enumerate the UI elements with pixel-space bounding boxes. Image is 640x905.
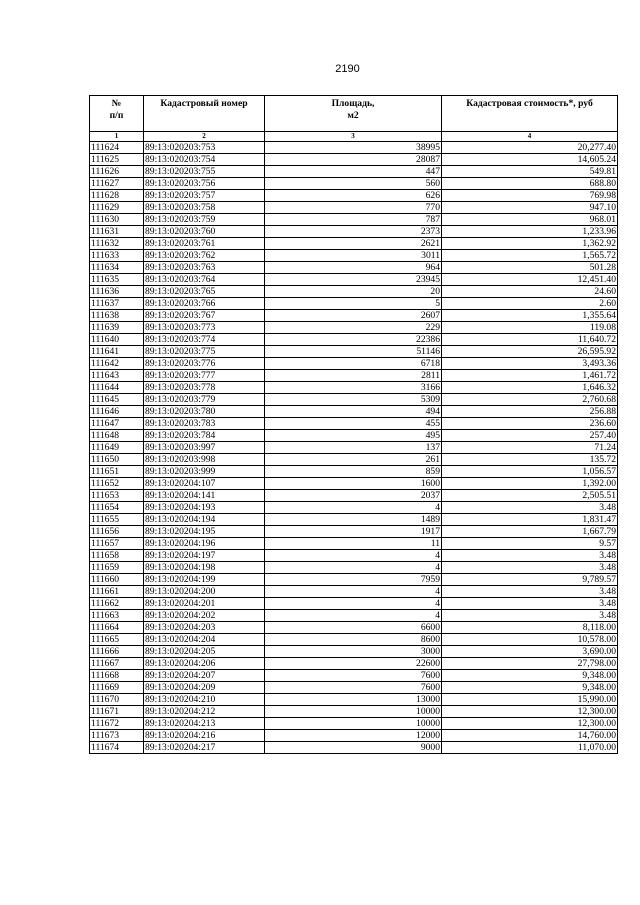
cadastral-cost-cell: 11,070.00 [442, 742, 618, 754]
row-number-cell: 111652 [90, 478, 144, 490]
table-row [90, 442, 618, 454]
area-cell: 10000 [265, 718, 442, 730]
area-cell: 23945 [265, 274, 442, 286]
cadastral-cost-cell: 549.81 [442, 166, 618, 178]
area-cell: 4 [265, 562, 442, 574]
row-number-cell: 111674 [90, 742, 144, 754]
cadastral-cost-cell: 12,300.00 [442, 706, 618, 718]
area-cell: 5309 [265, 394, 442, 406]
cadastral-cost-cell: 1,362.92 [442, 238, 618, 250]
row-number-cell: 111655 [90, 514, 144, 526]
area-cell: 787 [265, 214, 442, 226]
cadastral-number-cell: 89:13:020203:775 [144, 346, 265, 358]
row-number-cell: 111638 [90, 310, 144, 322]
cadastral-cost-cell: 8,118.00 [442, 622, 618, 634]
cadastral-cost-cell: 20,277.40 [442, 142, 618, 154]
row-number-cell: 111625 [90, 154, 144, 166]
cadastral-number-cell: 89:13:020204:207 [144, 670, 265, 682]
table-row [90, 370, 618, 382]
cadastral-cost-cell: 1,831.47 [442, 514, 618, 526]
cadastral-cost-cell: 1,392.00 [442, 478, 618, 490]
row-number-cell: 111640 [90, 334, 144, 346]
table-row [90, 454, 618, 466]
column-number: 1 [90, 132, 144, 142]
table-row [90, 310, 618, 322]
cadastral-cost-cell: 3,690.00 [442, 646, 618, 658]
row-number-cell: 111667 [90, 658, 144, 670]
table-row [90, 298, 618, 310]
cadastral-number-cell: 89:13:020203:757 [144, 190, 265, 202]
table-row [90, 382, 618, 394]
cadastral-number-cell: 89:13:020203:784 [144, 430, 265, 442]
column-number: 3 [265, 132, 442, 142]
table-row [90, 166, 618, 178]
cadastral-number-cell: 89:13:020203:755 [144, 166, 265, 178]
area-cell: 2037 [265, 490, 442, 502]
table-row [90, 742, 618, 754]
cadastral-number-cell: 89:13:020203:756 [144, 178, 265, 190]
row-number-cell: 111636 [90, 286, 144, 298]
row-number-cell: 111650 [90, 454, 144, 466]
cadastral-number-cell: 89:13:020204:200 [144, 586, 265, 598]
table-row [90, 346, 618, 358]
cadastral-cost-cell: 3.48 [442, 550, 618, 562]
area-cell: 6600 [265, 622, 442, 634]
row-number-cell: 111661 [90, 586, 144, 598]
cadastral-number-cell: 89:13:020204:196 [144, 538, 265, 550]
area-cell: 2811 [265, 370, 442, 382]
row-number-cell: 111633 [90, 250, 144, 262]
table-row [90, 586, 618, 598]
area-cell: 20 [265, 286, 442, 298]
area-cell: 51146 [265, 346, 442, 358]
table-row [90, 334, 618, 346]
cadastral-number-cell: 89:13:020204:204 [144, 634, 265, 646]
row-number-cell: 111644 [90, 382, 144, 394]
area-cell: 1600 [265, 478, 442, 490]
cadastral-cost-cell: 27,798.00 [442, 658, 618, 670]
table-row [90, 562, 618, 574]
cadastral-number-cell: 89:13:020203:998 [144, 454, 265, 466]
table-row [90, 262, 618, 274]
cadastral-number-cell: 89:13:020203:758 [144, 202, 265, 214]
table-row [90, 478, 618, 490]
cadastral-number-cell: 89:13:020203:773 [144, 322, 265, 334]
area-cell: 455 [265, 418, 442, 430]
table-row [90, 670, 618, 682]
cadastral-cost-cell: 3.48 [442, 562, 618, 574]
table-row [90, 658, 618, 670]
area-cell: 28087 [265, 154, 442, 166]
area-cell: 3000 [265, 646, 442, 658]
table-row [90, 526, 618, 538]
area-cell: 4 [265, 598, 442, 610]
area-cell: 38995 [265, 142, 442, 154]
table-row [90, 178, 618, 190]
cadastral-cost-cell: 1,667.79 [442, 526, 618, 538]
table-row [90, 322, 618, 334]
area-cell: 3166 [265, 382, 442, 394]
cadastral-cost-cell: 3.48 [442, 586, 618, 598]
area-cell: 3011 [265, 250, 442, 262]
column-number: 2 [144, 132, 265, 142]
cadastral-cost-cell: 11,640.72 [442, 334, 618, 346]
row-number-cell: 111653 [90, 490, 144, 502]
row-number-cell: 111668 [90, 670, 144, 682]
cadastral-number-cell: 89:13:020204:210 [144, 694, 265, 706]
header-number [90, 96, 144, 132]
cadastral-number-cell: 89:13:020203:774 [144, 334, 265, 346]
row-number-cell: 111627 [90, 178, 144, 190]
cadastral-number-cell: 89:13:020203:760 [144, 226, 265, 238]
table-row [90, 466, 618, 478]
area-cell: 4 [265, 610, 442, 622]
row-number-cell: 111628 [90, 190, 144, 202]
table-row [90, 250, 618, 262]
table-row [90, 622, 618, 634]
table-row [90, 142, 618, 154]
row-number-cell: 111647 [90, 418, 144, 430]
header-area-label: Площадь, [331, 98, 375, 109]
cadastral-number-cell: 89:13:020204:193 [144, 502, 265, 514]
table-row [90, 718, 618, 730]
cadastral-number-cell: 89:13:020203:777 [144, 370, 265, 382]
cadastral-cost-cell: 3.48 [442, 598, 618, 610]
area-cell: 10000 [265, 706, 442, 718]
row-number-cell: 111632 [90, 238, 144, 250]
row-number-cell: 111642 [90, 358, 144, 370]
table-row [90, 394, 618, 406]
area-cell: 7600 [265, 670, 442, 682]
cadastral-cost-cell: 2,505.51 [442, 490, 618, 502]
cadastral-number-cell: 89:13:020204:205 [144, 646, 265, 658]
row-number-cell: 111651 [90, 466, 144, 478]
cadastral-cost-cell: 3.48 [442, 610, 618, 622]
header-number-abbr: п/п [109, 110, 124, 121]
cadastral-cost-cell: 688.80 [442, 178, 618, 190]
row-number-cell: 111664 [90, 622, 144, 634]
cadastral-cost-cell: 12,300.00 [442, 718, 618, 730]
table-row [90, 574, 618, 586]
cadastral-number-cell: 89:13:020204:203 [144, 622, 265, 634]
table-row [90, 730, 618, 742]
row-number-cell: 111673 [90, 730, 144, 742]
cadastral-number-cell: 89:13:020203:765 [144, 286, 265, 298]
column-number: 4 [442, 132, 618, 142]
cadastral-table [89, 95, 618, 754]
table-row [90, 154, 618, 166]
cadastral-number-cell: 89:13:020203:778 [144, 382, 265, 394]
table-row [90, 286, 618, 298]
row-number-cell: 111641 [90, 346, 144, 358]
cadastral-number-cell: 89:13:020203:999 [144, 466, 265, 478]
cadastral-number-cell: 89:13:020203:762 [144, 250, 265, 262]
cadastral-cost-cell: 12,451.40 [442, 274, 618, 286]
header-row [90, 96, 618, 132]
area-cell: 5 [265, 298, 442, 310]
area-cell: 7959 [265, 574, 442, 586]
area-cell: 2621 [265, 238, 442, 250]
header-cadastral-cost: Кадастровая стоимость*, руб [442, 96, 618, 132]
row-number-cell: 111659 [90, 562, 144, 574]
row-number-cell: 111649 [90, 442, 144, 454]
table-row [90, 550, 618, 562]
row-number-cell: 111626 [90, 166, 144, 178]
area-cell: 495 [265, 430, 442, 442]
cadastral-number-cell: 89:13:020204:209 [144, 682, 265, 694]
table-row [90, 706, 618, 718]
row-number-cell: 111672 [90, 718, 144, 730]
cadastral-number-cell: 89:13:020204:213 [144, 718, 265, 730]
cadastral-cost-cell: 135.72 [442, 454, 618, 466]
cadastral-number-cell: 89:13:020204:216 [144, 730, 265, 742]
row-number-cell: 111654 [90, 502, 144, 514]
row-number-cell: 111669 [90, 682, 144, 694]
area-cell: 2607 [265, 310, 442, 322]
table-row [90, 646, 618, 658]
table-row [90, 358, 618, 370]
header-area-unit: м2 [347, 110, 359, 121]
table-row [90, 514, 618, 526]
table-body [90, 142, 618, 754]
row-number-cell: 111648 [90, 430, 144, 442]
row-number-cell: 111634 [90, 262, 144, 274]
cadastral-cost-cell: 10,578.00 [442, 634, 618, 646]
table-row [90, 502, 618, 514]
cadastral-number-cell: 89:13:020203:761 [144, 238, 265, 250]
row-number-cell: 111662 [90, 598, 144, 610]
area-cell: 8600 [265, 634, 442, 646]
row-number-cell: 111646 [90, 406, 144, 418]
cadastral-number-cell: 89:13:020204:199 [144, 574, 265, 586]
cadastral-cost-cell: 236.60 [442, 418, 618, 430]
area-cell: 9000 [265, 742, 442, 754]
area-cell: 6718 [265, 358, 442, 370]
cadastral-cost-cell: 2.60 [442, 298, 618, 310]
header-cadastral-number: Кадастровый номер [144, 96, 265, 132]
cadastral-cost-cell: 9,789.57 [442, 574, 618, 586]
area-cell: 11 [265, 538, 442, 550]
area-cell: 494 [265, 406, 442, 418]
cadastral-cost-cell: 1,646.32 [442, 382, 618, 394]
table-header [90, 96, 618, 142]
table-row [90, 610, 618, 622]
area-cell: 12000 [265, 730, 442, 742]
table-row [90, 490, 618, 502]
row-number-cell: 111671 [90, 706, 144, 718]
cadastral-cost-cell: 256.88 [442, 406, 618, 418]
row-number-cell: 111658 [90, 550, 144, 562]
cadastral-number-cell: 89:13:020203:779 [144, 394, 265, 406]
area-cell: 770 [265, 202, 442, 214]
cadastral-cost-cell: 24.60 [442, 286, 618, 298]
area-cell: 626 [265, 190, 442, 202]
area-cell: 1917 [265, 526, 442, 538]
table-row [90, 538, 618, 550]
cadastral-number-cell: 89:13:020204:197 [144, 550, 265, 562]
cadastral-number-cell: 89:13:020203:776 [144, 358, 265, 370]
table-row [90, 190, 618, 202]
cadastral-cost-cell: 26,595.92 [442, 346, 618, 358]
area-cell: 261 [265, 454, 442, 466]
cadastral-cost-cell: 15,990.00 [442, 694, 618, 706]
cadastral-number-cell: 89:13:020203:997 [144, 442, 265, 454]
column-number-row [90, 132, 618, 142]
cadastral-cost-cell: 1,565.72 [442, 250, 618, 262]
row-number-cell: 111643 [90, 370, 144, 382]
area-cell: 229 [265, 322, 442, 334]
cadastral-number-cell: 89:13:020203:754 [144, 154, 265, 166]
cadastral-cost-cell: 9,348.00 [442, 670, 618, 682]
cadastral-number-cell: 89:13:020204:206 [144, 658, 265, 670]
header-area [265, 96, 442, 132]
row-number-cell: 111656 [90, 526, 144, 538]
cadastral-number-cell: 89:13:020203:767 [144, 310, 265, 322]
area-cell: 7600 [265, 682, 442, 694]
row-number-cell: 111630 [90, 214, 144, 226]
cadastral-cost-cell: 9.57 [442, 538, 618, 550]
table-row [90, 634, 618, 646]
cadastral-cost-cell: 119.08 [442, 322, 618, 334]
cadastral-cost-cell: 1,056.57 [442, 466, 618, 478]
area-cell: 964 [265, 262, 442, 274]
cadastral-cost-cell: 9,348.00 [442, 682, 618, 694]
area-cell: 22386 [265, 334, 442, 346]
row-number-cell: 111665 [90, 634, 144, 646]
cadastral-number-cell: 89:13:020203:753 [144, 142, 265, 154]
table-row [90, 694, 618, 706]
cadastral-cost-cell: 968.01 [442, 214, 618, 226]
table-row [90, 274, 618, 286]
cadastral-number-cell: 89:13:020203:783 [144, 418, 265, 430]
row-number-cell: 111637 [90, 298, 144, 310]
table-row [90, 226, 618, 238]
cadastral-cost-cell: 3,493.36 [442, 358, 618, 370]
cadastral-number-cell: 89:13:020203:780 [144, 406, 265, 418]
cadastral-number-cell: 89:13:020203:759 [144, 214, 265, 226]
cadastral-cost-cell: 947.10 [442, 202, 618, 214]
area-cell: 13000 [265, 694, 442, 706]
row-number-cell: 111645 [90, 394, 144, 406]
table-row [90, 202, 618, 214]
area-cell: 137 [265, 442, 442, 454]
cadastral-cost-cell: 1,461.72 [442, 370, 618, 382]
cadastral-number-cell: 89:13:020204:141 [144, 490, 265, 502]
area-cell: 560 [265, 178, 442, 190]
table-row [90, 406, 618, 418]
cadastral-cost-cell: 14,605.24 [442, 154, 618, 166]
cadastral-number-cell: 89:13:020204:107 [144, 478, 265, 490]
area-cell: 4 [265, 550, 442, 562]
row-number-cell: 111639 [90, 322, 144, 334]
page-number: 2190 [335, 63, 360, 75]
table-row [90, 430, 618, 442]
cadastral-number-cell: 89:13:020203:764 [144, 274, 265, 286]
table-row [90, 238, 618, 250]
area-cell: 22600 [265, 658, 442, 670]
cadastral-cost-cell: 2,760.68 [442, 394, 618, 406]
cadastral-number-cell: 89:13:020203:766 [144, 298, 265, 310]
header-number-sign: № [111, 98, 122, 109]
row-number-cell: 111624 [90, 142, 144, 154]
area-cell: 4 [265, 586, 442, 598]
cadastral-number-cell: 89:13:020203:763 [144, 262, 265, 274]
cadastral-cost-cell: 257.40 [442, 430, 618, 442]
table-row [90, 418, 618, 430]
cadastral-number-cell: 89:13:020204:198 [144, 562, 265, 574]
row-number-cell: 111657 [90, 538, 144, 550]
cadastral-cost-cell: 71.24 [442, 442, 618, 454]
cadastral-number-cell: 89:13:020204:212 [144, 706, 265, 718]
table-row [90, 598, 618, 610]
cadastral-cost-cell: 501.28 [442, 262, 618, 274]
row-number-cell: 111660 [90, 574, 144, 586]
row-number-cell: 111670 [90, 694, 144, 706]
row-number-cell: 111635 [90, 274, 144, 286]
row-number-cell: 111629 [90, 202, 144, 214]
row-number-cell: 111666 [90, 646, 144, 658]
area-cell: 1489 [265, 514, 442, 526]
row-number-cell: 111663 [90, 610, 144, 622]
cadastral-number-cell: 89:13:020204:195 [144, 526, 265, 538]
cadastral-number-cell: 89:13:020204:194 [144, 514, 265, 526]
area-cell: 2373 [265, 226, 442, 238]
area-cell: 4 [265, 502, 442, 514]
area-cell: 447 [265, 166, 442, 178]
table-row [90, 214, 618, 226]
cadastral-cost-cell: 3.48 [442, 502, 618, 514]
cadastral-cost-cell: 1,233.96 [442, 226, 618, 238]
cadastral-number-cell: 89:13:020204:201 [144, 598, 265, 610]
area-cell: 859 [265, 466, 442, 478]
table-row [90, 682, 618, 694]
cadastral-number-cell: 89:13:020204:217 [144, 742, 265, 754]
cadastral-cost-cell: 1,355.64 [442, 310, 618, 322]
row-number-cell: 111631 [90, 226, 144, 238]
cadastral-cost-cell: 769.98 [442, 190, 618, 202]
cadastral-number-cell: 89:13:020204:202 [144, 610, 265, 622]
cadastral-cost-cell: 14,760.00 [442, 730, 618, 742]
